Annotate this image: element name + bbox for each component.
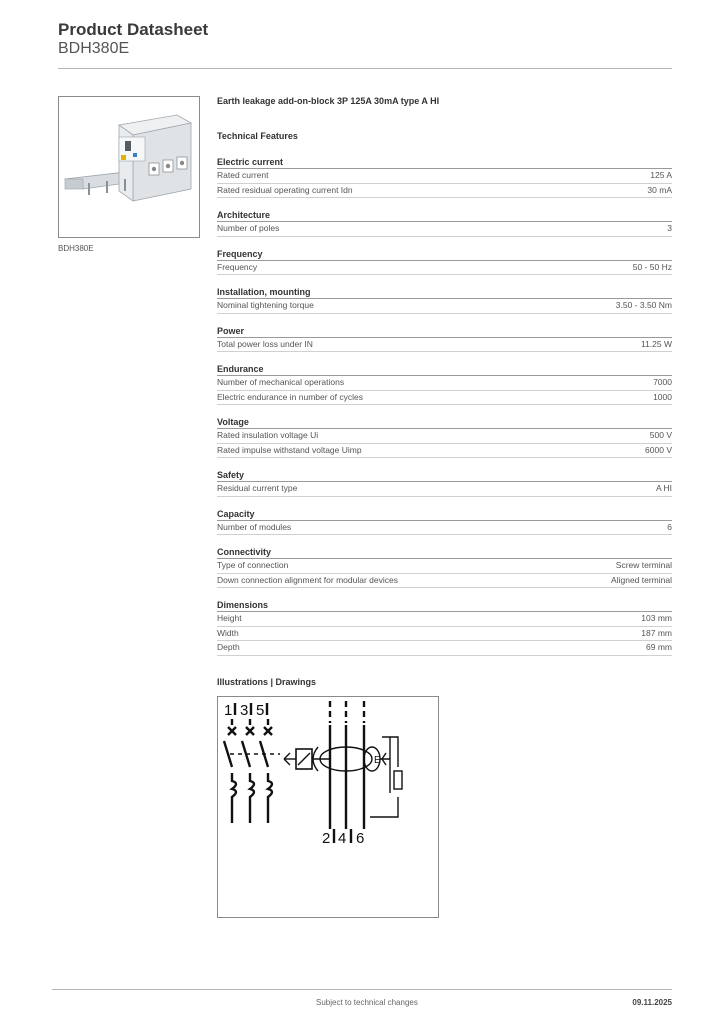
spec-group bbox=[217, 599, 672, 656]
spec-label: Electric endurance in number of cycles bbox=[217, 391, 363, 402]
spec-label: Depth bbox=[217, 642, 240, 652]
spec-row bbox=[217, 391, 672, 406]
spec-group bbox=[217, 508, 672, 536]
terminal-label-bottom-2: 4 bbox=[338, 830, 347, 847]
spec-label: Frequency bbox=[217, 261, 258, 272]
spec-label: Width bbox=[217, 627, 239, 638]
spec-row bbox=[217, 444, 672, 459]
spec-group-title: Safety bbox=[217, 469, 672, 482]
spec-label: Nominal tightening torque bbox=[217, 300, 314, 310]
spec-row bbox=[217, 184, 672, 199]
header-divider bbox=[58, 68, 672, 69]
spec-value: 1000 bbox=[653, 391, 672, 402]
terminal-label-bottom-3: 6 bbox=[356, 830, 365, 847]
spec-row bbox=[217, 482, 672, 497]
spec-value: Screw terminal bbox=[615, 560, 672, 570]
page-header bbox=[58, 20, 672, 58]
spec-group-title: Power bbox=[217, 325, 672, 338]
spec-label: Rated residual operating current Idn bbox=[217, 184, 353, 195]
spec-groups bbox=[217, 156, 672, 656]
spec-label: Residual current type bbox=[217, 483, 298, 493]
spec-label: Number of modules bbox=[217, 521, 292, 532]
spec-group-title: Endurance bbox=[217, 363, 672, 376]
spec-value: A HI bbox=[655, 483, 672, 493]
spec-group bbox=[217, 248, 672, 276]
footer-date: 09.11.2025 bbox=[632, 998, 672, 1007]
spec-row bbox=[217, 338, 672, 353]
product-photo bbox=[58, 96, 200, 238]
page-title: Product Datasheet bbox=[58, 20, 209, 39]
terminal-label-top-1: 1 bbox=[224, 702, 233, 719]
spec-value: 6 bbox=[667, 521, 672, 532]
spec-group bbox=[217, 286, 672, 314]
spec-row bbox=[217, 641, 672, 656]
footer-note: Subject to technical changes bbox=[316, 998, 418, 1007]
spec-label: Rated insulation voltage Ui bbox=[217, 430, 319, 440]
spec-value: 103 mm bbox=[641, 613, 672, 623]
spec-row bbox=[217, 299, 672, 314]
spec-label: Number of poles bbox=[217, 223, 280, 233]
spec-value: 11.25 W bbox=[640, 338, 672, 349]
spec-value: 187 mm bbox=[641, 627, 672, 638]
spec-group bbox=[217, 469, 672, 497]
technical-features-heading: Technical Features bbox=[217, 131, 298, 141]
spec-row bbox=[217, 261, 672, 276]
spec-row bbox=[217, 429, 672, 444]
spec-group-title: Dimensions bbox=[217, 599, 672, 612]
spec-row bbox=[217, 559, 672, 574]
spec-value: 50 - 50 Hz bbox=[632, 261, 672, 272]
photo-caption: BDH380E bbox=[58, 244, 94, 253]
footer-divider bbox=[52, 989, 672, 990]
spec-value: 125 A bbox=[650, 170, 672, 180]
spec-row bbox=[217, 222, 672, 237]
spec-value: Aligned terminal bbox=[611, 574, 672, 585]
spec-group-title: Capacity bbox=[217, 508, 672, 521]
spec-group-title: Architecture bbox=[217, 209, 672, 222]
product-code: BDH380E bbox=[58, 40, 130, 57]
spec-label: Rated impulse withstand voltage Uimp bbox=[217, 444, 362, 455]
terminal-label-bottom-1: 2 bbox=[322, 830, 331, 847]
spec-group bbox=[217, 546, 672, 588]
spec-label: Type of connection bbox=[217, 560, 289, 570]
spec-group-title: Frequency bbox=[217, 248, 672, 261]
spec-group bbox=[217, 209, 672, 237]
spec-group bbox=[217, 156, 672, 198]
spec-label: Total power loss under IN bbox=[217, 338, 313, 349]
spec-row bbox=[217, 627, 672, 642]
spec-value: 6000 V bbox=[645, 444, 672, 455]
spec-group bbox=[217, 363, 672, 405]
spec-row bbox=[217, 574, 672, 589]
spec-value: 30 mA bbox=[647, 184, 672, 195]
spec-value: 3.50 - 3.50 Nm bbox=[615, 300, 672, 310]
wiring-diagram bbox=[217, 696, 439, 918]
spec-value: 500 V bbox=[649, 430, 672, 440]
spec-group-title: Connectivity bbox=[217, 546, 672, 559]
spec-row bbox=[217, 612, 672, 627]
spec-row bbox=[217, 169, 672, 184]
spec-group bbox=[217, 416, 672, 458]
terminal-label-top-2: 3 bbox=[240, 702, 249, 719]
spec-label: Height bbox=[217, 613, 242, 623]
e-label: E bbox=[374, 755, 381, 766]
product-description: Earth leakage add-on-block 3P 125A 30mA type A HI bbox=[217, 96, 440, 106]
device-illustration bbox=[59, 97, 199, 237]
terminal-label-top-3: 5 bbox=[256, 702, 265, 719]
spec-group bbox=[217, 325, 672, 353]
spec-label: Number of mechanical operations bbox=[217, 377, 345, 387]
spec-group-title: Voltage bbox=[217, 416, 672, 429]
spec-row bbox=[217, 521, 672, 536]
spec-label: Down connection alignment for modular devices bbox=[217, 574, 398, 585]
spec-value: 3 bbox=[667, 223, 672, 233]
spec-group-title: Installation, mounting bbox=[217, 286, 672, 299]
wiring-diagram-svg bbox=[218, 697, 438, 917]
specifications bbox=[217, 95, 672, 667]
drawings-heading: Illustrations | Drawings bbox=[217, 677, 317, 687]
spec-label: Rated current bbox=[217, 170, 269, 180]
spec-row bbox=[217, 376, 672, 391]
spec-value: 7000 bbox=[653, 377, 672, 387]
spec-value: 69 mm bbox=[646, 642, 672, 652]
spec-group-title: Electric current bbox=[217, 156, 672, 169]
